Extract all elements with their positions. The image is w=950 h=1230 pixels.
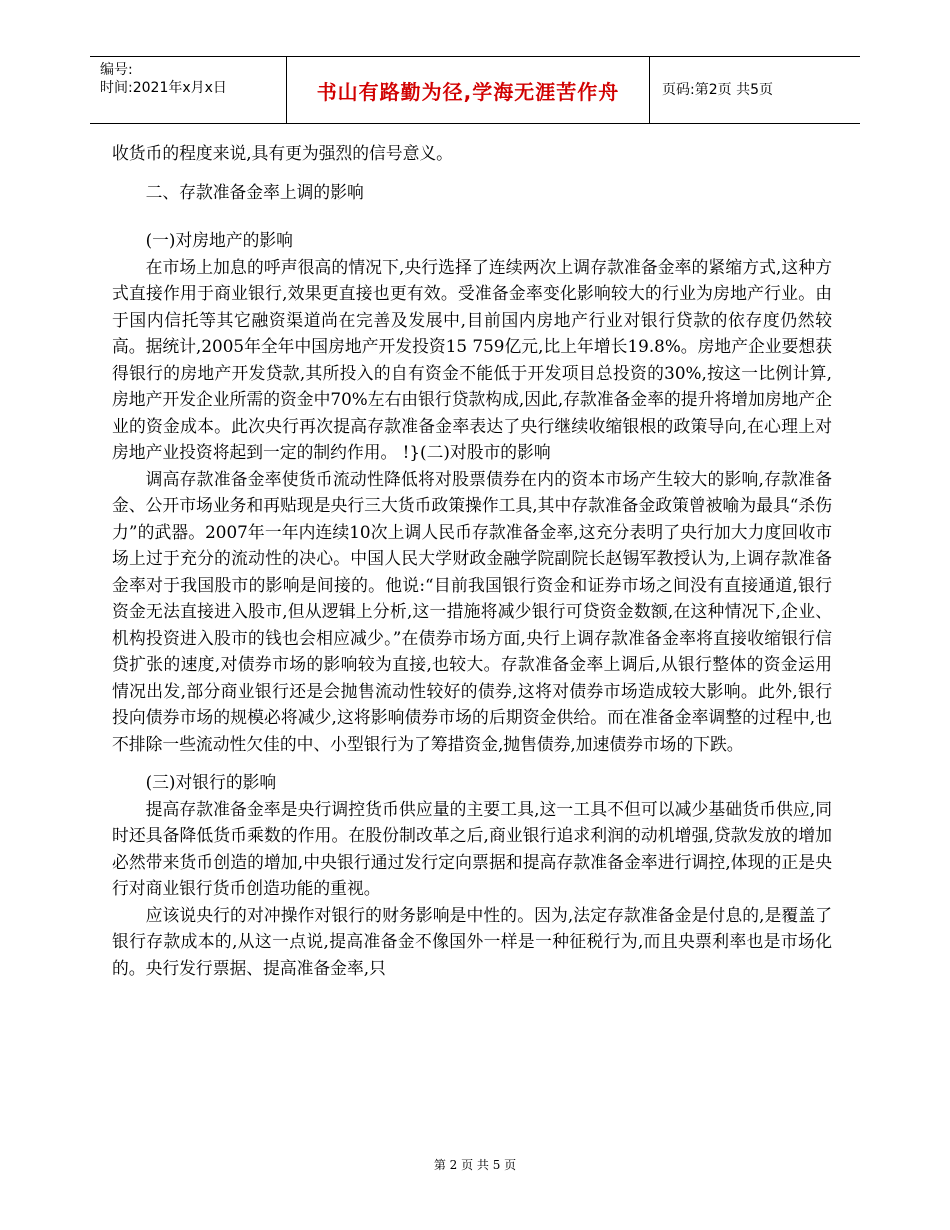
paragraph: 应该说央行的对冲操作对银行的财务影响是中性的。因为,法定存款准备金是付息的,是覆盖了银行存款成本的,从这一点说,提高准备金不像国外一样是一种征税行为,而且央票利率也是市场化的。央行发行票据、提高准备金率,只 [112, 904, 832, 978]
subsection-heading: (一)对房地产的影响 [145, 230, 293, 250]
header-motto: 书山有路勤为径,学海无涯苦作舟 [286, 57, 650, 123]
paragraph: 在市场上加息的呼声很高的情况下,央行选择了连续两次上调存款准备金率的紧缩方式,这种方式直接作用于商业银行,效果更直接也更有效。受准备金率变化影响较大的行业为房地产行业。由于国内信托等其它融资渠道尚在完善及发展中,目前国内房地产行业对银行贷款的依存度仍然较高。据统计,2005年全年中国房地产开发投资15 759亿元,比上年增长19.8%。房地产企业要想获得银行的房地产开发贷款,其所投入的自有资金不能低于开发项目总投资的30%,按这一比例计算,房地产开发企业所需的资金中70%左右由银行贷款构成,因此,存款准备金率的提升将增加房地产企业的资金成本。此次央行再次提高存款准备金率表达了央行继续收缩银根的政策导向,在心理上对房地产业投资将起到一定的制约作用。 !}(二)对股市的影响 [112, 256, 832, 462]
paragraph: 提高存款准备金率是央行调控货币供应量的主要工具,这一工具不但可以减少基础货币供应,同时还具备降低货币乘数的作用。在股份制改革之后,商业银行追求利润的动机增强,贷款发放的增加必然带来货币创造的增加,中央银行通过发行定向票据和提高存款准备金率进行调控,体现的正是央行对商业银行货币创造功能的重视。 [112, 798, 832, 898]
header-meta [100, 61, 227, 97]
page-footer: 第 2 页 共 5 页 [433, 1158, 517, 1172]
section-heading: 二、存款准备金率上调的影响 [145, 181, 364, 202]
time-label: 时间:2021年x月x日 [100, 80, 227, 96]
serial-number-label: 编号: [100, 62, 133, 78]
subsection-heading: (三)对银行的影响 [145, 772, 277, 792]
paragraph: 调高存款准备金率使货币流动性降低将对股票债券在内的资本市场产生较大的影响,存款准备金、公开市场业务和再贴现是央行三大货币政策操作工具,其中存款准备金政策曾被喻为最具“杀伤力”的武器。2007年一年内连续10次上调人民币存款准备金率,这充分表明了央行加大力度回收市场上过于充分的流动性的决心。中国人民大学财政金融学院副院长赵锡军教授认为,上调存款准备金率对于我国股市的影响是间接的。他说:“目前我国银行资金和证券市场之间没有直接通道,银行资金无法直接进入股市,但从逻辑上分析,这一措施将减少银行可贷资金数额,在这种情况下,企业、机构投资进入股市的钱也会相应减少。”在债券市场方面,央行上调存款准备金率将直接收缩银行信贷扩张的速度,对债券市场的影响较为直接,也较大。存款准备金率上调后,从银行整体的资金运用情况出发,部分商业银行还是会抛售流动性较好的债券,这将对债券市场造成较大影响。此外,银行投向债券市场的规模必将减少,这将影响债券市场的后期资金供给。而在准备金率调整的过程中,也不排除一些流动性欠佳的中、小型银行为了筹措资金,抛售债券,加速债券市场的下跌。 [112, 468, 832, 754]
header-page-label: 页码:第2页 共5页 [662, 82, 773, 98]
page-header [90, 56, 860, 124]
paragraph: 收货币的程度来说,具有更为强烈的信号意义。 [112, 143, 453, 163]
document-body [112, 140, 832, 981]
